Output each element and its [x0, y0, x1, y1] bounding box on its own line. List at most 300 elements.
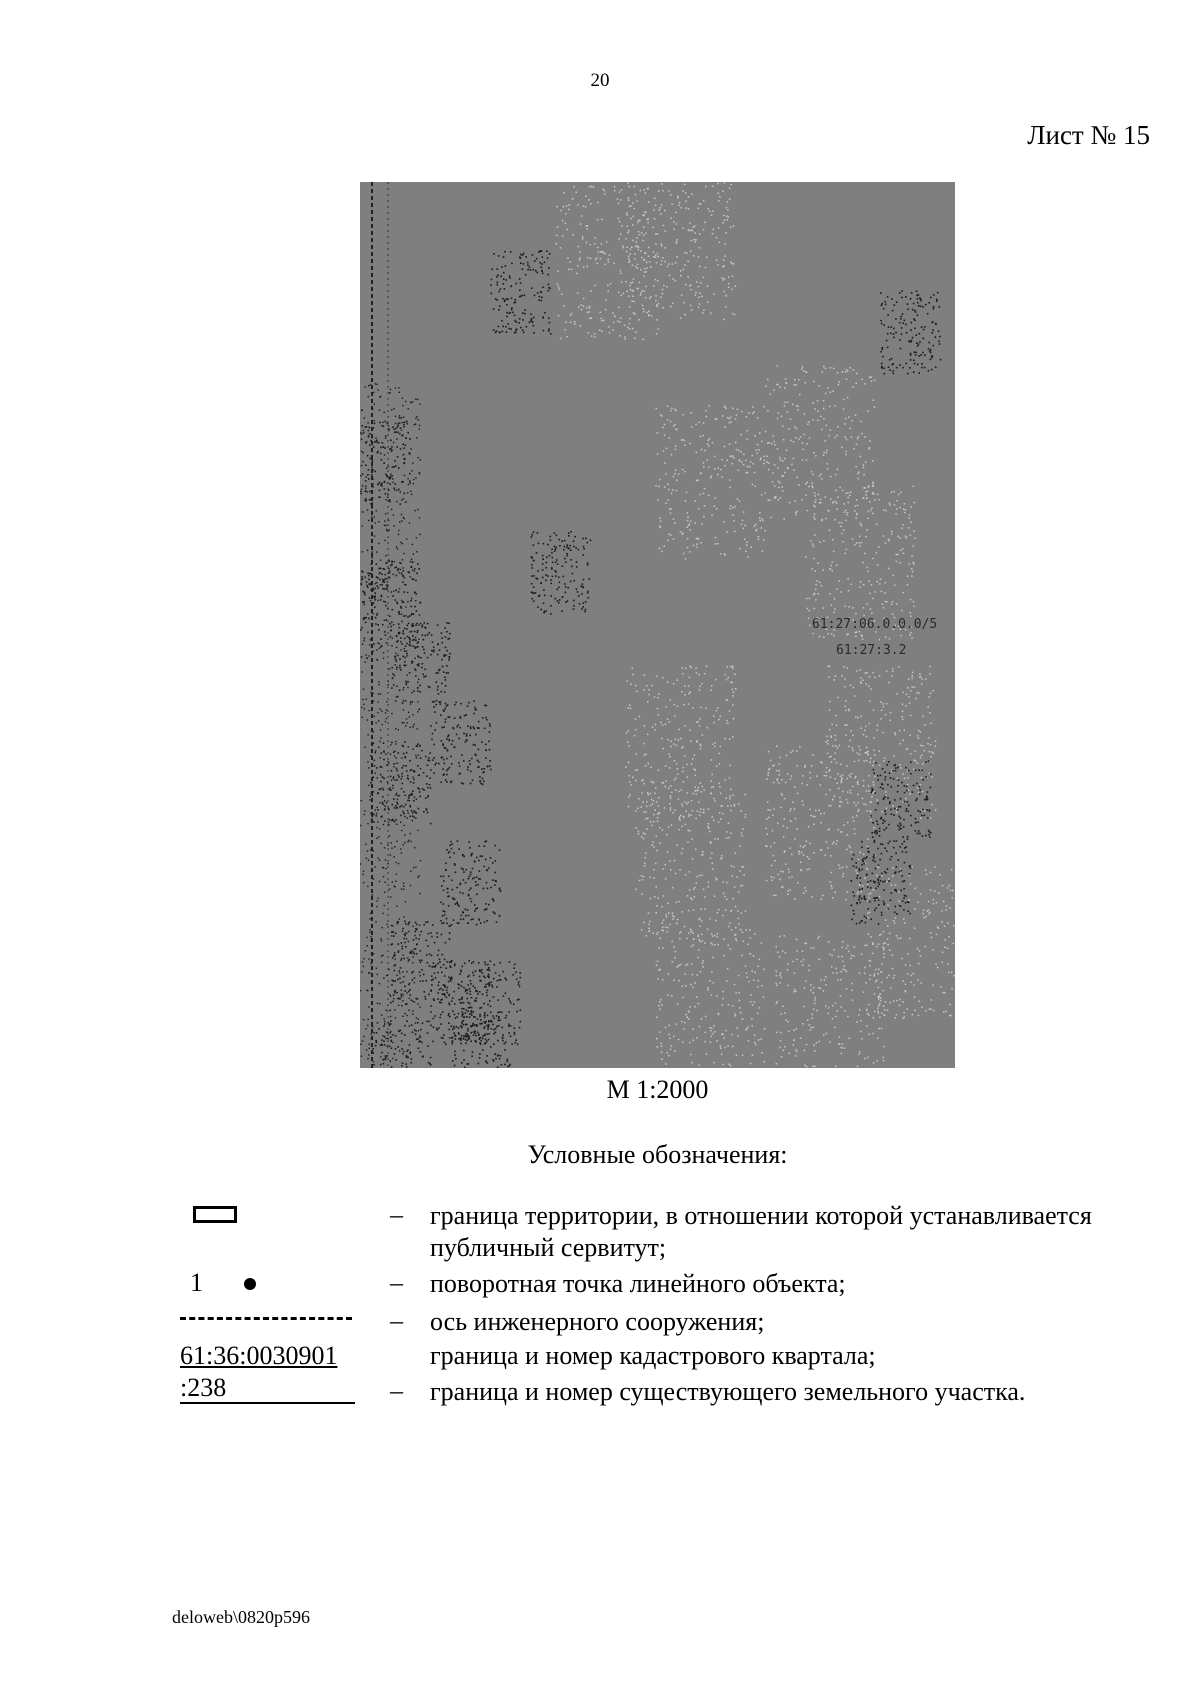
map-speckle: [368, 469, 370, 471]
map-speckle: [401, 805, 403, 807]
map-speckle: [831, 724, 833, 726]
map-speckle: [721, 459, 723, 461]
map-speckle: [774, 485, 776, 487]
map-speckle: [494, 884, 496, 886]
map-speckle: [886, 977, 888, 979]
map-speckle: [779, 482, 781, 484]
map-speckle: [711, 1028, 713, 1030]
map-speckle: [901, 327, 903, 329]
map-speckle: [866, 790, 868, 792]
map-speckle: [519, 1027, 521, 1029]
map-speckle: [696, 672, 698, 674]
map-speckle: [597, 247, 599, 249]
map-speckle: [746, 416, 748, 418]
map-speckle: [743, 464, 745, 466]
map-speckle: [708, 466, 710, 468]
map-speckle: [403, 700, 405, 702]
map-speckle: [939, 874, 941, 876]
map-speckle: [675, 446, 677, 448]
map-speckle: [659, 827, 661, 829]
map-speckle: [712, 957, 714, 959]
map-speckle: [885, 872, 887, 874]
map-speckle: [655, 295, 657, 297]
map-speckle: [408, 623, 410, 625]
map-speckle: [635, 889, 637, 891]
map-speckle: [484, 977, 486, 979]
map-speckle: [692, 899, 694, 901]
map-speckle: [644, 754, 646, 756]
map-speckle: [451, 1043, 453, 1045]
map-speckle: [474, 877, 476, 879]
map-speckle: [842, 941, 844, 943]
map-speckle: [918, 294, 920, 296]
map-speckle: [508, 1011, 510, 1013]
map-speckle: [900, 492, 902, 494]
map-speckle: [708, 828, 710, 830]
map-speckle: [925, 1010, 927, 1012]
map-speckle: [913, 371, 915, 373]
map-speckle: [710, 1030, 712, 1032]
map-speckle: [420, 1029, 422, 1031]
map-speckle: [380, 453, 382, 455]
map-speckle: [635, 332, 637, 334]
map-speckle: [767, 801, 769, 803]
map-speckle: [385, 493, 387, 495]
map-speckle: [425, 797, 427, 799]
map-speckle: [731, 463, 733, 465]
map-speckle: [699, 919, 701, 921]
map-speckle: [879, 835, 881, 837]
map-speckle: [759, 959, 761, 961]
map-speckle: [877, 973, 879, 975]
map-speckle: [479, 991, 481, 993]
map-speckle: [922, 835, 924, 837]
map-speckle: [768, 772, 770, 774]
map-speckle: [609, 255, 611, 257]
map-speckle: [756, 529, 758, 531]
map-speckle: [386, 642, 388, 644]
map-speckle: [689, 830, 691, 832]
map-speckle: [809, 437, 811, 439]
map-speckle: [837, 697, 839, 699]
map-speckle: [877, 1008, 879, 1010]
map-speckle: [704, 909, 706, 911]
map-speckle: [633, 208, 635, 210]
map-speckle: [890, 809, 892, 811]
map-speckle: [899, 823, 901, 825]
map-speckle: [416, 757, 418, 759]
map-speckle: [392, 1001, 394, 1003]
map-speckle: [839, 801, 841, 803]
map-speckle: [718, 200, 720, 202]
map-speckle: [858, 760, 860, 762]
map-speckle: [706, 708, 708, 710]
map-speckle: [395, 1059, 397, 1061]
map-speckle: [711, 476, 713, 478]
map-speckle: [377, 585, 379, 587]
map-speckle: [477, 1032, 479, 1034]
map-speckle: [639, 282, 641, 284]
map-speckle: [914, 502, 916, 504]
map-speckle: [692, 1028, 694, 1030]
map-speckle: [910, 534, 912, 536]
map-speckle: [656, 1038, 658, 1040]
map-speckle: [728, 1004, 730, 1006]
map-speckle: [660, 527, 662, 529]
map-speckle: [443, 890, 445, 892]
map-speckle: [397, 425, 399, 427]
map-speckle: [658, 190, 660, 192]
map-speckle: [635, 729, 637, 731]
map-speckle: [672, 279, 674, 281]
map-speckle: [702, 941, 704, 943]
map-speckle: [847, 492, 849, 494]
map-speckle: [719, 242, 721, 244]
map-speckle: [878, 969, 880, 971]
map-speckle: [469, 1013, 471, 1015]
map-speckle: [685, 500, 687, 502]
map-speckle: [884, 758, 886, 760]
map-speckle: [377, 809, 379, 811]
map-speckle: [773, 441, 775, 443]
map-speckle: [859, 749, 861, 751]
map-speckle: [844, 666, 846, 668]
map-speckle: [402, 783, 404, 785]
map-speckle: [861, 898, 863, 900]
map-speckle: [417, 664, 419, 666]
map-speckle: [902, 773, 904, 775]
map-speckle: [738, 918, 740, 920]
map-speckle: [488, 1025, 490, 1027]
map-speckle: [764, 460, 766, 462]
map-speckle: [401, 942, 403, 944]
map-speckle: [876, 1060, 878, 1062]
map-speckle: [360, 491, 362, 493]
map-speckle: [930, 774, 932, 776]
map-speckle: [860, 681, 862, 683]
map-speckle: [930, 817, 932, 819]
map-speckle: [383, 462, 385, 464]
map-speckle: [711, 1036, 713, 1038]
map-speckle: [430, 1057, 432, 1059]
map-speckle: [908, 902, 910, 904]
map-speckle: [479, 976, 481, 978]
map-speckle: [493, 996, 495, 998]
map-speckle: [783, 439, 785, 441]
map-speckle: [830, 498, 832, 500]
map-speckle: [400, 815, 402, 817]
map-speckle: [477, 760, 479, 762]
map-speckle: [928, 773, 930, 775]
map-speckle: [699, 233, 701, 235]
map-speckle: [906, 808, 908, 810]
map-speckle: [423, 639, 425, 641]
map-speckle: [519, 986, 521, 988]
map-speckle: [415, 938, 417, 940]
map-speckle: [745, 814, 747, 816]
map-speckle: [726, 679, 728, 681]
map-speckle: [930, 787, 932, 789]
map-speckle: [650, 266, 652, 268]
map-speckle: [822, 895, 824, 897]
map-speckle: [681, 789, 683, 791]
map-speckle: [783, 825, 785, 827]
map-speckle: [643, 779, 645, 781]
map-speckle: [909, 965, 911, 967]
map-speckle: [763, 996, 765, 998]
map-speckle: [895, 917, 897, 919]
map-speckle: [623, 247, 625, 249]
map-speckle: [914, 928, 916, 930]
map-speckle: [412, 635, 414, 637]
map-speckle: [506, 1015, 508, 1017]
map-speckle: [825, 854, 827, 856]
map-speckle: [486, 719, 488, 721]
map-speckle: [935, 746, 937, 748]
map-speckle: [444, 959, 446, 961]
map-speckle: [473, 1034, 475, 1036]
map-speckle: [845, 451, 847, 453]
map-speckle: [676, 256, 678, 258]
map-speckle: [754, 972, 756, 974]
map-speckle: [493, 964, 495, 966]
map-speckle: [863, 487, 865, 489]
map-speckle: [887, 908, 889, 910]
map-speckle: [463, 918, 465, 920]
map-speckle: [923, 909, 925, 911]
map-speckle: [488, 1020, 490, 1022]
map-speckle: [446, 997, 448, 999]
map-speckle: [704, 1041, 706, 1043]
map-speckle: [938, 892, 940, 894]
map-speckle: [768, 469, 770, 471]
map-speckle: [414, 810, 416, 812]
map-speckle: [674, 779, 676, 781]
map-speckle: [391, 984, 393, 986]
map-speckle: [872, 860, 874, 862]
map-speckle: [668, 263, 670, 265]
map-speckle: [401, 773, 403, 775]
map-speckle: [576, 273, 578, 275]
map-speckle: [656, 934, 658, 936]
map-speckle: [863, 474, 865, 476]
map-speckle: [928, 901, 930, 903]
map-speckle: [794, 379, 796, 381]
map-speckle: [459, 973, 461, 975]
map-speckle: [691, 838, 693, 840]
map-speckle: [781, 887, 783, 889]
map-speckle: [477, 1018, 479, 1020]
map-speckle: [740, 929, 742, 931]
map-speckle: [876, 581, 878, 583]
map-speckle: [913, 562, 915, 564]
map-speckle: [737, 498, 739, 500]
map-speckle: [719, 786, 721, 788]
map-speckle: [437, 686, 439, 688]
map-speckle: [410, 701, 412, 703]
map-speckle: [738, 470, 740, 472]
map-speckle: [682, 673, 684, 675]
map-speckle: [362, 452, 364, 454]
map-speckle: [735, 906, 737, 908]
map-speckle: [692, 227, 694, 229]
map-speckle: [676, 410, 678, 412]
map-speckle: [854, 802, 856, 804]
map-speckle: [918, 1001, 920, 1003]
map-speckle: [671, 825, 673, 827]
map-speckle: [567, 229, 569, 231]
map-speckle: [840, 995, 842, 997]
map-speckle: [415, 922, 417, 924]
map-speckle: [661, 738, 663, 740]
map-speckle: [790, 778, 792, 780]
map-speckle: [406, 1020, 408, 1022]
map-speckle: [845, 454, 847, 456]
map-speckle: [868, 775, 870, 777]
map-speckle: [711, 515, 713, 517]
map-speckle: [591, 335, 593, 337]
map-speckle: [711, 759, 713, 761]
map-speckle: [695, 790, 697, 792]
map-speckle: [410, 600, 412, 602]
map-speckle: [807, 424, 809, 426]
map-speckle: [894, 975, 896, 977]
map-speckle: [796, 750, 798, 752]
map-speckle: [678, 729, 680, 731]
map-speckle: [790, 847, 792, 849]
map-speckle: [685, 207, 687, 209]
map-speckle: [891, 604, 893, 606]
map-speckle: [418, 808, 420, 810]
map-speckle: [910, 762, 912, 764]
map-speckle: [806, 869, 808, 871]
map-speckle: [855, 415, 857, 417]
map-speckle: [910, 793, 912, 795]
map-speckle: [600, 251, 602, 253]
map-speckle: [839, 868, 841, 870]
map-speckle: [880, 934, 882, 936]
map-speckle: [419, 791, 421, 793]
map-speckle: [665, 706, 667, 708]
map-speckle: [693, 889, 695, 891]
map-speckle: [889, 369, 891, 371]
map-speckle: [647, 734, 649, 736]
map-speckle: [819, 542, 821, 544]
map-speckle: [445, 685, 447, 687]
map-speckle: [815, 589, 817, 591]
map-speckle: [722, 881, 724, 883]
map-speckle: [395, 483, 397, 485]
map-speckle: [842, 876, 844, 878]
map-speckle: [860, 523, 862, 525]
map-speckle: [609, 332, 611, 334]
map-speckle: [473, 726, 475, 728]
map-speckle: [663, 748, 665, 750]
map-speckle: [691, 194, 693, 196]
map-speckle: [818, 385, 820, 387]
map-speckle: [712, 442, 714, 444]
map-speckle: [928, 834, 930, 836]
map-speckle: [681, 747, 683, 749]
map-speckle: [878, 867, 880, 869]
map-speckle: [436, 700, 438, 702]
map-speckle: [406, 682, 408, 684]
map-speckle: [641, 780, 643, 782]
map-speckle: [462, 855, 464, 857]
map-speckle: [860, 882, 862, 884]
map-speckle: [845, 520, 847, 522]
map-speckle: [454, 1014, 456, 1016]
map-speckle: [490, 769, 492, 771]
map-speckle: [854, 833, 856, 835]
map-speckle: [438, 1027, 440, 1029]
map-speckle: [372, 460, 374, 462]
map-speckle: [699, 815, 701, 817]
map-speckle: [710, 312, 712, 314]
map-speckle: [444, 985, 446, 987]
map-speckle: [661, 415, 663, 417]
map-speckle: [637, 267, 639, 269]
map-speckle: [669, 275, 671, 277]
map-speckle: [444, 747, 446, 749]
map-speckle: [431, 650, 433, 652]
map-speckle: [666, 448, 668, 450]
map-speckle: [418, 775, 420, 777]
map-speckle: [771, 865, 773, 867]
map-speckle: [857, 717, 859, 719]
map-speckle: [909, 913, 911, 915]
map-speckle: [447, 768, 449, 770]
map-speckle: [656, 886, 658, 888]
map-speckle: [793, 1044, 795, 1046]
map-speckle: [458, 738, 460, 740]
map-speckle: [927, 910, 929, 912]
map-speckle: [733, 225, 735, 227]
map-speckle: [886, 881, 888, 883]
map-speckle: [844, 724, 846, 726]
map-speckle: [854, 828, 856, 830]
map-speckle: [467, 922, 469, 924]
map-speckle: [443, 876, 445, 878]
map-speckle: [823, 418, 825, 420]
map-speckle: [754, 472, 756, 474]
map-speckle: [836, 508, 838, 510]
map-speckle: [571, 313, 573, 315]
map-speckle: [711, 995, 713, 997]
map-speckle: [882, 811, 884, 813]
map-speckle: [452, 1029, 454, 1031]
map-speckle: [710, 942, 712, 944]
map-speckle: [376, 815, 378, 817]
map-speckle: [727, 201, 729, 203]
map-speckle: [721, 1033, 723, 1035]
map-speckle: [717, 838, 719, 840]
map-speckle: [908, 696, 910, 698]
map-speckle: [860, 852, 862, 854]
map-speckle: [421, 626, 423, 628]
map-speckle: [890, 786, 892, 788]
map-speckle: [903, 918, 905, 920]
map-speckle: [694, 1006, 696, 1008]
map-speckle: [476, 924, 478, 926]
map-speckle: [714, 742, 716, 744]
map-speckle: [423, 676, 425, 678]
map-speckle: [760, 520, 762, 522]
map-speckle: [870, 975, 872, 977]
map-speckle: [888, 568, 890, 570]
map-speckle: [675, 449, 677, 451]
map-speckle: [835, 843, 837, 845]
